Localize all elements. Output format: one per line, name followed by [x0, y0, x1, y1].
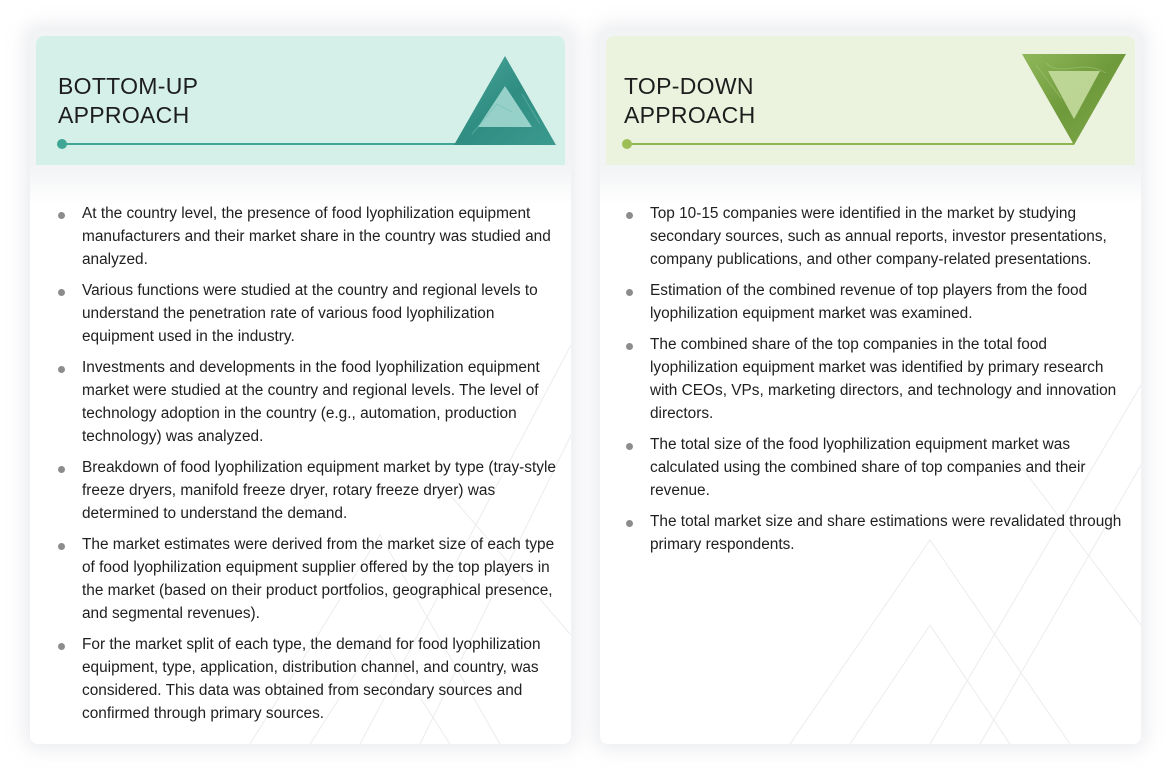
list-item: [54, 356, 559, 448]
header-rule: [626, 143, 1074, 145]
list-item: [622, 433, 1122, 502]
top-down-points: [622, 202, 1122, 564]
bottom-up-title: [58, 72, 198, 130]
bullet-icon: [626, 443, 633, 450]
top-down-title: [624, 72, 755, 130]
header-rule: [61, 143, 481, 145]
list-item: [622, 279, 1122, 325]
bullet-icon: [58, 366, 65, 373]
point-text: The combined share of the top companies in the total food lyophilization equipment market was identified by primary research with CEOs, VPs, marketing directors, and technology and innovation directors.: [650, 336, 1117, 422]
title-line-1: BOTTOM-UP: [58, 73, 199, 99]
bullet-icon: [58, 643, 65, 650]
top-down-body: [600, 165, 1141, 744]
downward-triangle-icon: [1021, 53, 1127, 147]
bullet-icon: [626, 289, 633, 296]
bullet-icon: [626, 212, 633, 219]
list-item: [54, 279, 559, 348]
list-item: [54, 533, 559, 625]
point-text: Various functions were studied at the country and regional levels to understand the penetration rate of various food lyophilization equipment used in the industry.: [82, 282, 538, 345]
bottom-up-points: [54, 202, 559, 733]
point-text: At the country level, the presence of food lyophilization equipment manufacturers and their market share in the country was studied and analyzed.: [82, 205, 551, 268]
rule-dot: [622, 139, 632, 149]
point-text: Investments and developments in the food lyophilization equipment market were studied at the country and regional levels. The level of technology adoption in the country (e.g., automation, production technology) was analyzed.: [82, 359, 540, 445]
bullet-icon: [58, 289, 65, 296]
list-item: [622, 510, 1122, 556]
top-down-card: [600, 30, 1141, 744]
bullet-icon: [626, 343, 633, 350]
list-item: [54, 456, 559, 525]
point-text: The market estimates were derived from the market size of each type of food lyophilization equipment supplier offered by the top players in the market (based on their product portfolios, geographical presence, and segmental revenues).: [82, 536, 555, 622]
point-text: Breakdown of food lyophilization equipment market by type (tray-style freeze dryers, manifold freeze dryer, rotary freeze dryer) was determined to understand the demand.: [82, 459, 556, 522]
point-text: For the market split of each type, the demand for food lyophilization equipment, type, application, distribution channel, and country, was considered. This data was obtained from secondary sources and confirmed through primary sources.: [82, 636, 541, 722]
list-item: [622, 202, 1122, 271]
upward-triangle-icon: [452, 54, 558, 146]
top-down-header: [606, 36, 1135, 165]
title-line-2: APPROACH: [58, 102, 190, 128]
point-text: The total size of the food lyophilization equipment market was calculated using the combined share of top companies and their revenue.: [650, 436, 1086, 499]
bottom-up-body: [30, 165, 571, 744]
bottom-up-header: [36, 36, 565, 165]
rule-dot: [57, 139, 67, 149]
title-line-1: TOP-DOWN: [624, 73, 754, 99]
list-item: [622, 333, 1122, 425]
point-text: The total market size and share estimations were revalidated through primary respondents.: [650, 513, 1122, 553]
bullet-icon: [58, 466, 65, 473]
list-item: [54, 633, 559, 725]
bullet-icon: [626, 520, 633, 527]
list-item: [54, 202, 559, 271]
point-text: Estimation of the combined revenue of top players from the food lyophilization equipment market was examined.: [650, 282, 1088, 322]
bullet-icon: [58, 543, 65, 550]
bottom-up-card: [30, 30, 571, 744]
point-text: Top 10-15 companies were identified in the market by studying secondary sources, such as annual reports, investor presentations, company publications, and other company-related presentations.: [650, 205, 1107, 268]
bullet-icon: [58, 212, 65, 219]
title-line-2: APPROACH: [624, 102, 756, 128]
